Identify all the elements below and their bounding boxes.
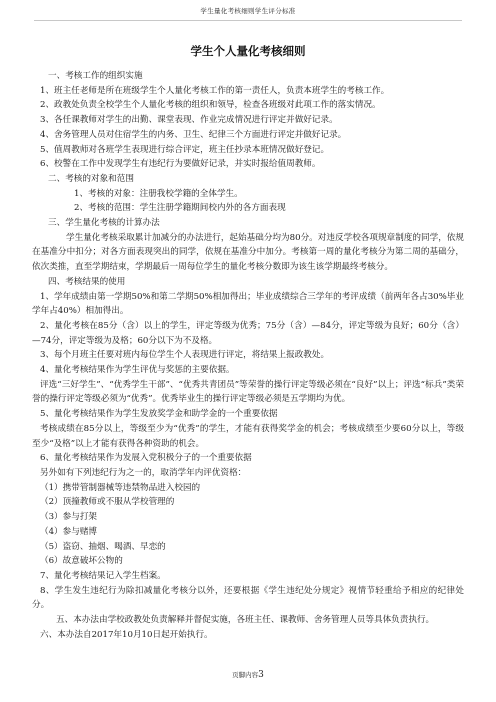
paragraph: 6、量化考核结果作为发展入党积极分子的一个重要依据 bbox=[40, 453, 252, 464]
paragraph: 2、量化考核在85分（含）以上的学生，评定等级为优秀；75分（含）—84分，评定等级为良好；60分（含）—74分，评定等级为及格；60分以下为不及格。 bbox=[32, 320, 464, 346]
page-footer bbox=[0, 670, 496, 680]
list-item: 1、考核的对象：注册我校学籍的全体学生。 bbox=[74, 188, 243, 199]
list-item: （5）盗窃、抽烟、喝酒、早恋的 bbox=[40, 541, 166, 552]
list-item: （2）顶撞教师或不服从学校管理的 bbox=[40, 497, 175, 508]
document-title: 学生个人量化考核细则 bbox=[190, 44, 306, 58]
page-number: 3 bbox=[258, 670, 264, 680]
paragraph: 7、量化考核结果记入学生档案。 bbox=[40, 570, 166, 581]
footer-label: 页脚内容 bbox=[232, 671, 259, 679]
section-heading-4: 四、考核结果的使用 bbox=[48, 276, 126, 287]
paragraph: 1、班主任老师是所在班级学生个人量化考核工作的第一责任人，负责本班学生的考核工作。 bbox=[40, 85, 390, 96]
paragraph: 学生量化考核采取累计加减分的办法进行，起始基础分均为80分。对违反学校各项规章制度的同学，依规在基准分中扣分；对各方面表现突出的同学，依规在基准分中加分。考核第一周的量化考核分为第二周的基础分，依次类推，直至学期结束，学期最后一周每位学生的量化考核分数即为该生该学期最终考核分。 bbox=[32, 232, 464, 273]
paragraph: 评选“三好学生”、“优秀学生干部”、“优秀共青团员”等荣誉的操行评定等级必须在“良好”以上；评选“标兵”类荣誉的操行评定等级必须为“优秀”。优秀毕业生的操行评定等级必须是五学期均为优。 bbox=[32, 379, 464, 405]
section-heading-5: 五、本办法由学校政教处负责解释并督促实施，各班主任、课教师、舍务管理人员等具体负责执行。 bbox=[56, 615, 435, 626]
paragraph: 8、学生发生违纪行为除扣减量化考核分以外，还要根据《学生违纪处分规定》视情节轻重给予相应的纪律处分。 bbox=[32, 585, 464, 611]
list-item: （6）故意破坏公物的 bbox=[40, 556, 123, 567]
section-heading-1: 一、考核工作的组织实施 bbox=[48, 71, 143, 81]
list-item: 2、考核的范围：学生注册学籍期间校内外的各方面表现 bbox=[74, 203, 286, 214]
header-divider bbox=[34, 20, 462, 21]
section-heading-3: 三、学生量化考核的计算办法 bbox=[48, 218, 160, 229]
paragraph: 2、政教处负责全校学生个人量化考核的组织和领导，检查各班级对此项工作的落实情况。 bbox=[40, 100, 381, 111]
list-item: （4）参与赌博 bbox=[40, 526, 98, 537]
paragraph: 5、值周教师对各班学生表现进行综合评定，班主任抄录本班情况做好登记。 bbox=[40, 144, 330, 155]
paragraph: 4、量化考核结果作为学生评优与奖惩的主要依据。 bbox=[40, 365, 235, 376]
page-header: 学生量化考核细则学生评分标准 bbox=[200, 7, 296, 15]
paragraph: 考核成绩在85分以上，等级至少为“优秀”的学生，才能有获得奖学金的机会；考核成绩至少要60分以上，等级至少“及格”以上才能有获得各种资助的机会。 bbox=[32, 423, 464, 449]
section-heading-6: 六、本办法自2017年10月10日起开始执行。 bbox=[40, 629, 213, 640]
paragraph: 另外如有下列违纪行为之一的，取消学年内评优资格： bbox=[40, 467, 247, 478]
paragraph: 3、各任课教师对学生的出勤、课堂表现、作业完成情况进行评定并做好记录。 bbox=[40, 115, 338, 126]
section-heading-2: 二、考核的对象和范围 bbox=[48, 173, 134, 184]
document-body bbox=[32, 69, 464, 642]
list-item: （3）参与打架 bbox=[40, 512, 98, 523]
paragraph: 3、每个月班主任要对班内每位学生个人表现进行评定，将结果上报政教处。 bbox=[40, 350, 330, 361]
paragraph: 5、量化考核结果作为学生发放奖学金和助学金的一个重要依据 bbox=[40, 409, 278, 420]
paragraph: 1、学年成绩由第一学期50%和第二学期50%相加得出；毕业成绩综合三学年的考评成绩（前两年各占30%毕业学年占40%）相加得出。 bbox=[32, 291, 464, 317]
paragraph: 6、校警在工作中发现学生有违纪行为要做好记录，并实时报给值周教师。 bbox=[40, 159, 321, 170]
paragraph: 4、舍务管理人员对住宿学生的内务、卫生、纪律三个方面进行评定并做好记录。 bbox=[40, 129, 347, 140]
list-item: （1）携带管制器械等违禁物品进入校园的 bbox=[40, 482, 201, 493]
